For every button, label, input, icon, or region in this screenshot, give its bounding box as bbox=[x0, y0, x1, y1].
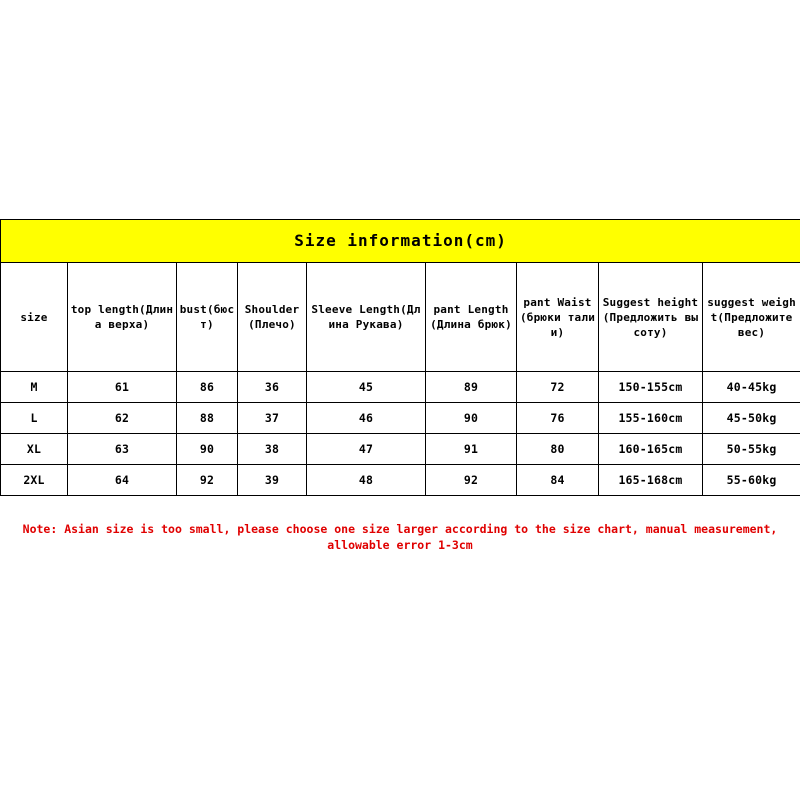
cell-pant-waist: 84 bbox=[517, 465, 599, 496]
header-suggest-weight: suggest weight(Предложите вес) bbox=[703, 263, 800, 372]
header-row bbox=[1, 263, 800, 372]
cell-suggest-height: 150-155cm bbox=[599, 372, 703, 403]
table-row bbox=[1, 465, 800, 496]
cell-suggest-weight: 50-55kg bbox=[703, 434, 800, 465]
cell-bust: 86 bbox=[177, 372, 238, 403]
cell-top-length: 64 bbox=[68, 465, 177, 496]
table-row bbox=[1, 372, 800, 403]
header-pant-length: pant Length(Длина брюк) bbox=[426, 263, 517, 372]
cell-size: XL bbox=[1, 434, 68, 465]
cell-suggest-weight: 55-60kg bbox=[703, 465, 800, 496]
table-title: Size information(cm) bbox=[1, 220, 800, 263]
cell-suggest-weight: 45-50kg bbox=[703, 403, 800, 434]
cell-sleeve-length: 47 bbox=[307, 434, 426, 465]
cell-pant-length: 92 bbox=[426, 465, 517, 496]
cell-bust: 90 bbox=[177, 434, 238, 465]
cell-suggest-height: 155-160cm bbox=[599, 403, 703, 434]
cell-bust: 92 bbox=[177, 465, 238, 496]
cell-size: L bbox=[1, 403, 68, 434]
cell-pant-length: 89 bbox=[426, 372, 517, 403]
header-top-length: top length(Длина верха) bbox=[68, 263, 177, 372]
cell-shoulder: 36 bbox=[238, 372, 307, 403]
cell-size: 2XL bbox=[1, 465, 68, 496]
cell-size: M bbox=[1, 372, 68, 403]
header-shoulder: Shoulder (Плечо) bbox=[238, 263, 307, 372]
cell-top-length: 62 bbox=[68, 403, 177, 434]
header-suggest-height: Suggest height(Предложить высоту) bbox=[599, 263, 703, 372]
cell-suggest-weight: 40-45kg bbox=[703, 372, 800, 403]
cell-bust: 88 bbox=[177, 403, 238, 434]
header-pant-waist: pant Waist (брюки талии) bbox=[517, 263, 599, 372]
cell-shoulder: 39 bbox=[238, 465, 307, 496]
cell-sleeve-length: 46 bbox=[307, 403, 426, 434]
cell-pant-waist: 72 bbox=[517, 372, 599, 403]
cell-pant-length: 90 bbox=[426, 403, 517, 434]
cell-top-length: 61 bbox=[68, 372, 177, 403]
cell-suggest-height: 165-168cm bbox=[599, 465, 703, 496]
size-note: Note: Asian size is too small, please choose one size larger according to the size chart, manual measurement, allowable error 1-3cm bbox=[22, 522, 778, 552]
cell-shoulder: 37 bbox=[238, 403, 307, 434]
cell-pant-waist: 76 bbox=[517, 403, 599, 434]
header-sleeve-length: Sleeve Length(Длина Рукава) bbox=[307, 263, 426, 372]
header-bust: bust(бюст) bbox=[177, 263, 238, 372]
cell-sleeve-length: 45 bbox=[307, 372, 426, 403]
header-size: size bbox=[1, 263, 68, 372]
cell-pant-length: 91 bbox=[426, 434, 517, 465]
table-row bbox=[1, 434, 800, 465]
cell-shoulder: 38 bbox=[238, 434, 307, 465]
cell-top-length: 63 bbox=[68, 434, 177, 465]
size-chart-table bbox=[0, 219, 800, 496]
cell-sleeve-length: 48 bbox=[307, 465, 426, 496]
cell-suggest-height: 160-165cm bbox=[599, 434, 703, 465]
cell-pant-waist: 80 bbox=[517, 434, 599, 465]
table-row bbox=[1, 403, 800, 434]
